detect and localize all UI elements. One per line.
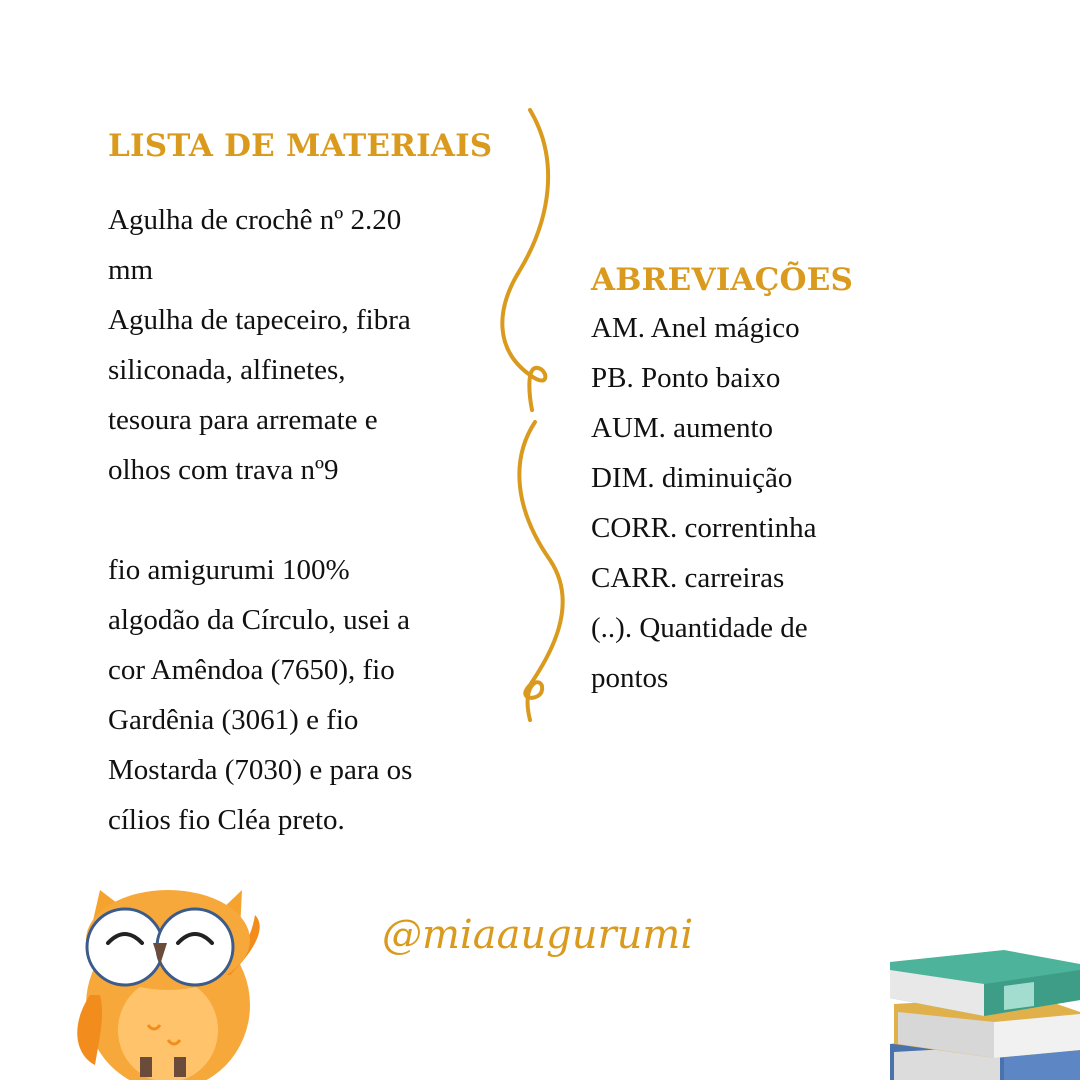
materials-text: Agulha de crochê nº 2.20 mm Agulha de tapeceiro, fibra siliconada, alfinetes, tesoura para arremate e olhos com trava nº9 fio amigurumi 100% algodão da Círculo, usei a cor Amêndoa (7650), fio Gardênia (3061) e fio Mostarda (7030) e para os cílios fio Cléa preto. bbox=[108, 204, 413, 837]
curly-divider-icon bbox=[490, 100, 570, 730]
owl-icon bbox=[70, 885, 270, 1080]
abbreviations-section bbox=[591, 262, 891, 703]
list-item: AM. Anel mágico bbox=[591, 312, 800, 345]
abbreviations-heading: ABREVIAÇÕES bbox=[591, 262, 854, 298]
list-item: CARR. carreiras bbox=[591, 562, 785, 595]
list-item: DIM. diminuição bbox=[591, 462, 793, 495]
list-item: PB. Ponto baixo bbox=[591, 362, 781, 395]
books-icon bbox=[884, 940, 1080, 1080]
materials-section bbox=[108, 128, 508, 845]
list-item: CORR. correntinha bbox=[591, 512, 817, 545]
list-item: (..). Quantidade de bbox=[591, 612, 808, 645]
list-item: pontos bbox=[591, 662, 669, 695]
list-item: AUM. aumento bbox=[591, 412, 774, 445]
materials-heading: LISTA DE MATERIAIS bbox=[108, 128, 493, 164]
author-handle: @miaaugurumi bbox=[382, 912, 694, 958]
abbreviations-list bbox=[591, 303, 891, 703]
